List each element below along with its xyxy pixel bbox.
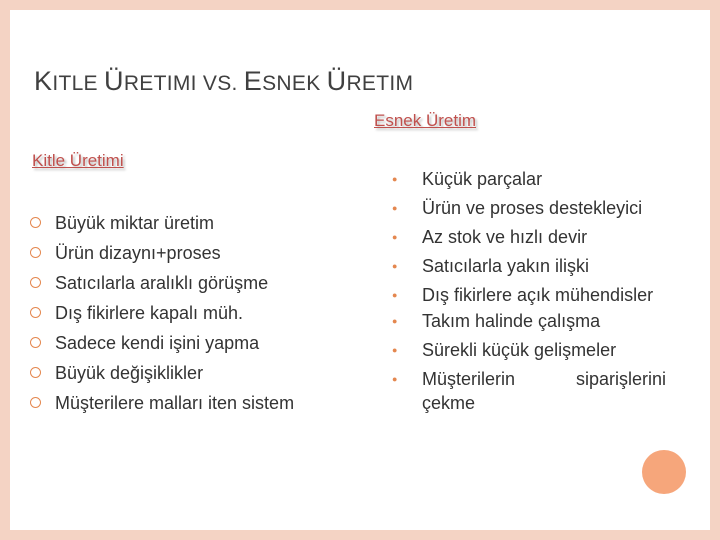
list-item: ● Az stok ve hızlı devir [392, 227, 588, 247]
list-item: Satıcılarla aralıklı görüşme [30, 268, 294, 298]
mass-production-list [30, 208, 294, 418]
dot-bullet-icon: ● [392, 290, 398, 300]
list-item: ● Takım halinde çalışma [392, 311, 601, 331]
list-item: Büyük miktar üretim [30, 208, 294, 238]
list-item: ● Ürün ve proses destekleyici [392, 198, 643, 218]
list-item: Büyük değişiklikler [30, 358, 294, 388]
dot-bullet-icon: ● [392, 316, 398, 326]
flexible-production-list [392, 167, 666, 420]
list-item: ● Müşterilerin siparişlerini çekme [392, 369, 666, 413]
list-item: Müşterilere malları iten sistem [30, 388, 294, 418]
list-item: ● Küçük parçalar [392, 169, 543, 189]
decorative-circle [642, 450, 686, 494]
dot-bullet-icon: ● [392, 203, 398, 213]
circle-bullet-icon [30, 217, 41, 228]
list-item: Sadece kendi işini yapma [30, 328, 294, 358]
list-item: ● Satıcılarla yakın ilişki [392, 256, 590, 276]
mass-production-heading: Kitle Üretimi [32, 151, 124, 170]
circle-bullet-icon [30, 337, 41, 348]
circle-bullet-icon [30, 277, 41, 288]
dot-bullet-icon: ● [392, 374, 398, 384]
circle-bullet-icon [30, 247, 41, 258]
dot-bullet-icon: ● [392, 174, 398, 184]
circle-bullet-icon [30, 307, 41, 318]
dot-bullet-icon: ● [392, 345, 398, 355]
list-item: Ürün dizaynı+proses [30, 238, 294, 268]
dot-bullet-icon: ● [392, 232, 398, 242]
circle-bullet-icon [30, 367, 41, 378]
circle-bullet-icon [30, 397, 41, 408]
slide-title: KITLE ÜRETIMI VS. ESNEK ÜRETIM [34, 66, 414, 96]
list-item: ● Sürekli küçük gelişmeler [392, 340, 617, 360]
flexible-production-heading: Esnek Üretim [374, 111, 477, 130]
list-item: ● Dış fikirlere açık mühendisler [392, 285, 654, 305]
list-item: Dış fikirlere kapalı müh. [30, 298, 294, 328]
dot-bullet-icon: ● [392, 261, 398, 271]
